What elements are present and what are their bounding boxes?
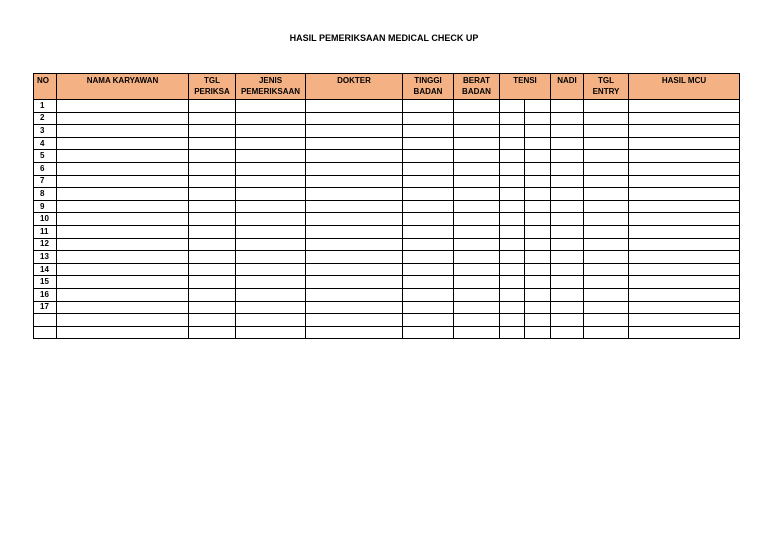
cell-tinggi-badan[interactable]	[403, 326, 454, 339]
cell-jenis-pemeriksaan[interactable]	[236, 301, 306, 314]
cell-berat-badan[interactable]	[454, 200, 500, 213]
header-tgl-entry-line1: TGL	[598, 76, 614, 85]
cell-dokter[interactable]	[306, 301, 403, 314]
header-tinggi-line2: BADAN	[413, 87, 443, 96]
cell-tinggi-badan[interactable]	[403, 125, 454, 138]
cell-tgl-periksa[interactable]	[189, 326, 236, 339]
cell-tgl-periksa[interactable]	[189, 137, 236, 150]
cell-tinggi-badan[interactable]	[403, 150, 454, 163]
cell-nama-karyawan[interactable]	[57, 263, 189, 276]
header-tinggi-line1: TINGGI	[414, 76, 442, 85]
cell-tgl-periksa[interactable]	[189, 200, 236, 213]
cell-tgl-entry[interactable]	[584, 175, 629, 188]
cell-nadi[interactable]	[551, 314, 584, 327]
cell-dokter[interactable]	[306, 314, 403, 327]
cell-nama-karyawan[interactable]	[57, 150, 189, 163]
table-row	[34, 175, 740, 188]
cell-no: 11	[34, 225, 57, 238]
cell-tinggi-badan[interactable]	[403, 238, 454, 251]
cell-berat-badan[interactable]	[454, 326, 500, 339]
cell-tensi-sistolik[interactable]	[500, 100, 525, 113]
table-row	[34, 200, 740, 213]
cell-nama-karyawan[interactable]	[57, 100, 189, 113]
cell-nama-karyawan[interactable]	[57, 276, 189, 289]
cell-berat-badan[interactable]	[454, 100, 500, 113]
cell-berat-badan[interactable]	[454, 150, 500, 163]
cell-nadi[interactable]	[551, 150, 584, 163]
cell-no	[34, 326, 57, 339]
cell-jenis-pemeriksaan[interactable]	[236, 276, 306, 289]
cell-tensi-sistolik[interactable]	[500, 188, 525, 201]
cell-tensi-sistolik[interactable]	[500, 251, 525, 264]
cell-dokter[interactable]	[306, 225, 403, 238]
cell-berat-badan[interactable]	[454, 112, 500, 125]
header-dokter: DOKTER	[306, 74, 403, 100]
cell-tgl-entry[interactable]	[584, 288, 629, 301]
table-row	[34, 100, 740, 113]
cell-no: 14	[34, 263, 57, 276]
cell-nama-karyawan[interactable]	[57, 112, 189, 125]
cell-tensi-diastolik[interactable]	[525, 137, 551, 150]
cell-tgl-periksa[interactable]	[189, 225, 236, 238]
cell-tgl-entry[interactable]	[584, 188, 629, 201]
cell-hasil-mcu[interactable]	[629, 288, 740, 301]
cell-tensi-sistolik[interactable]	[500, 263, 525, 276]
cell-tinggi-badan[interactable]	[403, 301, 454, 314]
header-tgl-entry	[584, 74, 629, 100]
cell-berat-badan[interactable]	[454, 288, 500, 301]
cell-tensi-diastolik[interactable]	[525, 213, 551, 226]
cell-berat-badan[interactable]	[454, 314, 500, 327]
cell-jenis-pemeriksaan[interactable]	[236, 150, 306, 163]
cell-tensi-diastolik[interactable]	[525, 301, 551, 314]
cell-nadi[interactable]	[551, 162, 584, 175]
table-row	[34, 137, 740, 150]
table-row	[34, 288, 740, 301]
cell-no: 15	[34, 276, 57, 289]
cell-tensi-diastolik[interactable]	[525, 100, 551, 113]
cell-tinggi-badan[interactable]	[403, 263, 454, 276]
table-row	[34, 112, 740, 125]
cell-berat-badan[interactable]	[454, 263, 500, 276]
cell-hasil-mcu[interactable]	[629, 112, 740, 125]
cell-nama-karyawan[interactable]	[57, 314, 189, 327]
cell-dokter[interactable]	[306, 263, 403, 276]
cell-no: 2	[34, 112, 57, 125]
cell-hasil-mcu[interactable]	[629, 188, 740, 201]
header-tgl-periksa	[189, 74, 236, 100]
cell-hasil-mcu[interactable]	[629, 162, 740, 175]
cell-jenis-pemeriksaan[interactable]	[236, 137, 306, 150]
cell-tensi-sistolik[interactable]	[500, 288, 525, 301]
header-tgl-entry-line2: ENTRY	[592, 87, 620, 96]
cell-dokter[interactable]	[306, 137, 403, 150]
cell-tensi-sistolik[interactable]	[500, 326, 525, 339]
cell-no: 12	[34, 238, 57, 251]
cell-jenis-pemeriksaan[interactable]	[236, 213, 306, 226]
header-tgl-periksa-line2: PERIKSA	[194, 87, 230, 96]
cell-jenis-pemeriksaan[interactable]	[236, 326, 306, 339]
cell-nama-karyawan[interactable]	[57, 238, 189, 251]
cell-nadi[interactable]	[551, 288, 584, 301]
header-no: NO	[34, 74, 57, 100]
table-row	[34, 263, 740, 276]
table-row	[34, 326, 740, 339]
table-row	[34, 162, 740, 175]
cell-nama-karyawan[interactable]	[57, 162, 189, 175]
cell-nadi[interactable]	[551, 326, 584, 339]
cell-dokter[interactable]	[306, 162, 403, 175]
cell-dokter[interactable]	[306, 276, 403, 289]
cell-tgl-entry[interactable]	[584, 238, 629, 251]
cell-tgl-periksa[interactable]	[189, 125, 236, 138]
cell-nama-karyawan[interactable]	[57, 188, 189, 201]
cell-berat-badan[interactable]	[454, 213, 500, 226]
cell-nadi[interactable]	[551, 263, 584, 276]
cell-tinggi-badan[interactable]	[403, 162, 454, 175]
cell-tgl-periksa[interactable]	[189, 213, 236, 226]
cell-dokter[interactable]	[306, 100, 403, 113]
cell-tensi-sistolik[interactable]	[500, 276, 525, 289]
cell-jenis-pemeriksaan[interactable]	[236, 251, 306, 264]
cell-jenis-pemeriksaan[interactable]	[236, 225, 306, 238]
cell-nadi[interactable]	[551, 225, 584, 238]
cell-hasil-mcu[interactable]	[629, 150, 740, 163]
cell-no: 1	[34, 100, 57, 113]
page-title: HASIL PEMERIKSAAN MEDICAL CHECK UP	[289, 33, 479, 43]
cell-no: 5	[34, 150, 57, 163]
cell-hasil-mcu[interactable]	[629, 137, 740, 150]
header-jenis-pemeriksaan	[236, 74, 306, 100]
cell-nadi[interactable]	[551, 301, 584, 314]
cell-nadi[interactable]	[551, 112, 584, 125]
cell-dokter[interactable]	[306, 251, 403, 264]
mcu-results-table	[33, 73, 740, 339]
cell-tgl-periksa[interactable]	[189, 238, 236, 251]
cell-tgl-entry[interactable]	[584, 137, 629, 150]
cell-berat-badan[interactable]	[454, 188, 500, 201]
cell-tgl-periksa[interactable]	[189, 175, 236, 188]
cell-dokter[interactable]	[306, 150, 403, 163]
cell-tensi-diastolik[interactable]	[525, 112, 551, 125]
cell-hasil-mcu[interactable]	[629, 200, 740, 213]
cell-hasil-mcu[interactable]	[629, 175, 740, 188]
cell-hasil-mcu[interactable]	[629, 301, 740, 314]
cell-tinggi-badan[interactable]	[403, 314, 454, 327]
cell-berat-badan[interactable]	[454, 125, 500, 138]
cell-nadi[interactable]	[551, 100, 584, 113]
cell-tensi-sistolik[interactable]	[500, 225, 525, 238]
cell-tinggi-badan[interactable]	[403, 200, 454, 213]
cell-nama-karyawan[interactable]	[57, 225, 189, 238]
cell-berat-badan[interactable]	[454, 162, 500, 175]
cell-no: 3	[34, 125, 57, 138]
cell-berat-badan[interactable]	[454, 238, 500, 251]
cell-tgl-entry[interactable]	[584, 301, 629, 314]
cell-nadi[interactable]	[551, 200, 584, 213]
table-header-row	[34, 74, 740, 100]
table-row	[34, 125, 740, 138]
cell-nadi[interactable]	[551, 175, 584, 188]
cell-tgl-periksa[interactable]	[189, 150, 236, 163]
cell-dokter[interactable]	[306, 200, 403, 213]
cell-nadi[interactable]	[551, 188, 584, 201]
cell-tinggi-badan[interactable]	[403, 225, 454, 238]
cell-dokter[interactable]	[306, 288, 403, 301]
cell-no: 10	[34, 213, 57, 226]
cell-dokter[interactable]	[306, 326, 403, 339]
cell-tensi-sistolik[interactable]	[500, 238, 525, 251]
cell-dokter[interactable]	[306, 112, 403, 125]
cell-tensi-sistolik[interactable]	[500, 162, 525, 175]
cell-tgl-periksa[interactable]	[189, 301, 236, 314]
cell-tgl-entry[interactable]	[584, 100, 629, 113]
cell-tgl-periksa[interactable]	[189, 314, 236, 327]
header-tensi: TENSI	[500, 74, 551, 100]
header-tgl-periksa-line1: TGL	[204, 76, 220, 85]
cell-tinggi-badan[interactable]	[403, 175, 454, 188]
cell-berat-badan[interactable]	[454, 225, 500, 238]
cell-tgl-entry[interactable]	[584, 200, 629, 213]
cell-nama-karyawan[interactable]	[57, 175, 189, 188]
table-row	[34, 238, 740, 251]
cell-tensi-diastolik[interactable]	[525, 150, 551, 163]
cell-tgl-periksa[interactable]	[189, 288, 236, 301]
cell-tgl-entry[interactable]	[584, 112, 629, 125]
cell-jenis-pemeriksaan[interactable]	[236, 288, 306, 301]
cell-jenis-pemeriksaan[interactable]	[236, 125, 306, 138]
cell-tinggi-badan[interactable]	[403, 188, 454, 201]
table-body	[34, 100, 740, 339]
cell-jenis-pemeriksaan[interactable]	[236, 100, 306, 113]
cell-nama-karyawan[interactable]	[57, 137, 189, 150]
cell-hasil-mcu[interactable]	[629, 276, 740, 289]
cell-tensi-diastolik[interactable]	[525, 125, 551, 138]
header-jenis-line1: JENIS	[258, 76, 283, 85]
cell-tgl-entry[interactable]	[584, 276, 629, 289]
cell-dokter[interactable]	[306, 175, 403, 188]
cell-tgl-entry[interactable]	[584, 314, 629, 327]
header-berat-badan	[454, 74, 500, 100]
cell-nadi[interactable]	[551, 125, 584, 138]
cell-jenis-pemeriksaan[interactable]	[236, 238, 306, 251]
cell-dokter[interactable]	[306, 125, 403, 138]
cell-tensi-diastolik[interactable]	[525, 251, 551, 264]
cell-no: 9	[34, 200, 57, 213]
cell-nama-karyawan[interactable]	[57, 251, 189, 264]
cell-hasil-mcu[interactable]	[629, 213, 740, 226]
cell-tgl-periksa[interactable]	[189, 188, 236, 201]
cell-jenis-pemeriksaan[interactable]	[236, 175, 306, 188]
cell-tinggi-badan[interactable]	[403, 137, 454, 150]
cell-tgl-periksa[interactable]	[189, 263, 236, 276]
cell-no: 16	[34, 288, 57, 301]
cell-hasil-mcu[interactable]	[629, 125, 740, 138]
cell-nadi[interactable]	[551, 213, 584, 226]
cell-tgl-entry[interactable]	[584, 326, 629, 339]
header-jenis-line2: PEMERIKSAAN	[240, 87, 301, 96]
cell-jenis-pemeriksaan[interactable]	[236, 200, 306, 213]
cell-jenis-pemeriksaan[interactable]	[236, 314, 306, 327]
cell-tensi-diastolik[interactable]	[525, 288, 551, 301]
cell-tinggi-badan[interactable]	[403, 251, 454, 264]
cell-no: 7	[34, 175, 57, 188]
cell-hasil-mcu[interactable]	[629, 314, 740, 327]
cell-tensi-diastolik[interactable]	[525, 225, 551, 238]
cell-berat-badan[interactable]	[454, 251, 500, 264]
header-hasil-mcu: HASIL MCU	[629, 74, 740, 100]
header-berat-line2: BADAN	[462, 87, 491, 96]
header-tinggi-badan	[403, 74, 454, 100]
cell-tensi-diastolik[interactable]	[525, 263, 551, 276]
cell-nama-karyawan[interactable]	[57, 200, 189, 213]
cell-dokter[interactable]	[306, 213, 403, 226]
cell-tgl-periksa[interactable]	[189, 100, 236, 113]
cell-tensi-sistolik[interactable]	[500, 175, 525, 188]
cell-tinggi-badan[interactable]	[403, 112, 454, 125]
cell-tinggi-badan[interactable]	[403, 100, 454, 113]
cell-nadi[interactable]	[551, 238, 584, 251]
cell-tinggi-badan[interactable]	[403, 288, 454, 301]
cell-hasil-mcu[interactable]	[629, 238, 740, 251]
cell-tensi-sistolik[interactable]	[500, 125, 525, 138]
cell-tensi-diastolik[interactable]	[525, 326, 551, 339]
cell-tgl-periksa[interactable]	[189, 276, 236, 289]
cell-no: 8	[34, 188, 57, 201]
cell-tgl-periksa[interactable]	[189, 162, 236, 175]
table-row	[34, 301, 740, 314]
cell-nama-karyawan[interactable]	[57, 125, 189, 138]
table-row	[34, 225, 740, 238]
table-row	[34, 188, 740, 201]
cell-tensi-diastolik[interactable]	[525, 276, 551, 289]
cell-nadi[interactable]	[551, 276, 584, 289]
cell-berat-badan[interactable]	[454, 301, 500, 314]
cell-tensi-diastolik[interactable]	[525, 188, 551, 201]
cell-tgl-periksa[interactable]	[189, 251, 236, 264]
cell-jenis-pemeriksaan[interactable]	[236, 188, 306, 201]
cell-tgl-entry[interactable]	[584, 225, 629, 238]
cell-no: 4	[34, 137, 57, 150]
cell-tensi-sistolik[interactable]	[500, 112, 525, 125]
cell-berat-badan[interactable]	[454, 137, 500, 150]
cell-hasil-mcu[interactable]	[629, 326, 740, 339]
table-row	[34, 276, 740, 289]
cell-no: 13	[34, 251, 57, 264]
cell-no	[34, 314, 57, 327]
cell-nama-karyawan[interactable]	[57, 288, 189, 301]
table-row	[34, 213, 740, 226]
cell-tensi-sistolik[interactable]	[500, 200, 525, 213]
cell-tensi-diastolik[interactable]	[525, 238, 551, 251]
table-row	[34, 314, 740, 327]
cell-jenis-pemeriksaan[interactable]	[236, 162, 306, 175]
cell-hasil-mcu[interactable]	[629, 225, 740, 238]
cell-berat-badan[interactable]	[454, 276, 500, 289]
cell-jenis-pemeriksaan[interactable]	[236, 112, 306, 125]
cell-tgl-entry[interactable]	[584, 125, 629, 138]
cell-tensi-diastolik[interactable]	[525, 314, 551, 327]
cell-dokter[interactable]	[306, 238, 403, 251]
cell-no: 6	[34, 162, 57, 175]
header-berat-line1: BERAT	[463, 76, 490, 85]
cell-hasil-mcu[interactable]	[629, 263, 740, 276]
cell-nadi[interactable]	[551, 137, 584, 150]
cell-tensi-sistolik[interactable]	[500, 137, 525, 150]
cell-tgl-entry[interactable]	[584, 162, 629, 175]
cell-tgl-entry[interactable]	[584, 251, 629, 264]
header-nadi: NADI	[551, 74, 584, 100]
cell-tgl-entry[interactable]	[584, 263, 629, 276]
cell-tinggi-badan[interactable]	[403, 213, 454, 226]
cell-tensi-diastolik[interactable]	[525, 175, 551, 188]
cell-tinggi-badan[interactable]	[403, 276, 454, 289]
cell-tgl-entry[interactable]	[584, 213, 629, 226]
cell-tgl-entry[interactable]	[584, 150, 629, 163]
cell-dokter[interactable]	[306, 188, 403, 201]
cell-tensi-sistolik[interactable]	[500, 314, 525, 327]
cell-nadi[interactable]	[551, 251, 584, 264]
header-nama-karyawan: NAMA KARYAWAN	[57, 74, 189, 100]
cell-jenis-pemeriksaan[interactable]	[236, 263, 306, 276]
cell-tensi-diastolik[interactable]	[525, 200, 551, 213]
cell-nama-karyawan[interactable]	[57, 326, 189, 339]
cell-tgl-periksa[interactable]	[189, 112, 236, 125]
cell-tensi-sistolik[interactable]	[500, 150, 525, 163]
table-row	[34, 251, 740, 264]
cell-no: 17	[34, 301, 57, 314]
cell-nama-karyawan[interactable]	[57, 213, 189, 226]
cell-berat-badan[interactable]	[454, 175, 500, 188]
cell-tensi-sistolik[interactable]	[500, 213, 525, 226]
cell-tensi-sistolik[interactable]	[500, 301, 525, 314]
cell-nama-karyawan[interactable]	[57, 301, 189, 314]
cell-hasil-mcu[interactable]	[629, 100, 740, 113]
cell-tensi-diastolik[interactable]	[525, 162, 551, 175]
table-row	[34, 150, 740, 163]
cell-hasil-mcu[interactable]	[629, 251, 740, 264]
